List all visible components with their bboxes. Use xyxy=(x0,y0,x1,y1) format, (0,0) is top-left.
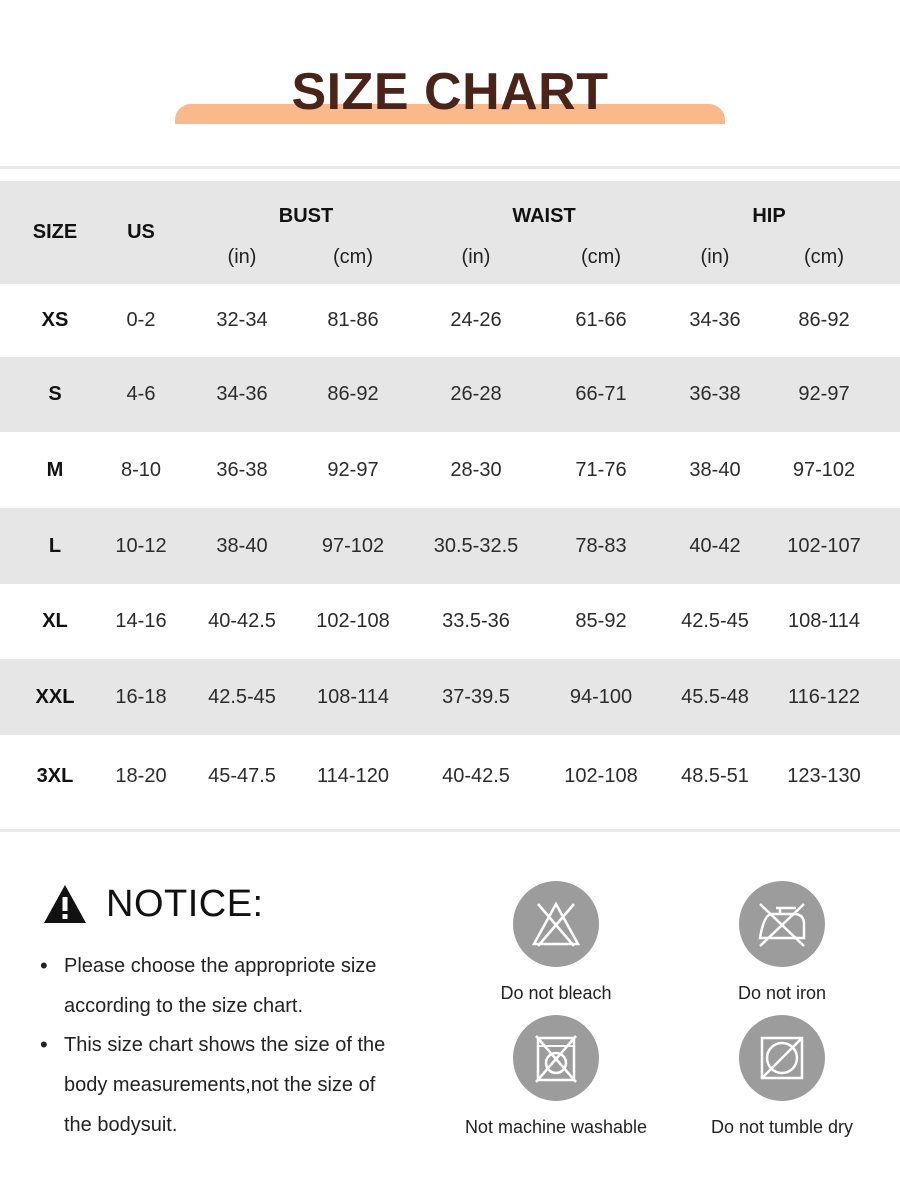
header-us: US xyxy=(127,221,155,243)
table-cell: 66-71 xyxy=(575,383,627,405)
notice-bullet xyxy=(40,946,440,1026)
table-cell: 42.5-45 xyxy=(681,610,749,632)
header-size: SIZE xyxy=(32,221,78,243)
table-cell: 45.5-48 xyxy=(681,685,749,708)
bullet-dot: • xyxy=(40,953,48,978)
notice-line: Please choose the appropriote size xyxy=(64,955,377,977)
table-cell: 34-36 xyxy=(689,309,741,331)
no-machine-wash-icon xyxy=(513,1015,599,1101)
unit-label: (in) xyxy=(461,246,491,268)
unit-label: (cm) xyxy=(804,246,844,268)
table-cell: 28-30 xyxy=(450,458,502,481)
table-cell: 18-20 xyxy=(115,765,167,787)
unit-label: (in) xyxy=(700,246,730,268)
size-label: S xyxy=(48,383,62,405)
table-row xyxy=(0,357,900,432)
table-cell: 94-100 xyxy=(569,685,633,708)
unit-label: (in) xyxy=(227,246,257,268)
table-cell: 37-39.5 xyxy=(442,685,510,708)
table-cell: 108-114 xyxy=(317,685,389,708)
table-cell: 108-114 xyxy=(788,610,860,632)
table-cell: 40-42.5 xyxy=(442,765,510,787)
warning-icon xyxy=(42,883,88,925)
table-cell: 85-92 xyxy=(575,610,627,632)
table-cell: 14-16 xyxy=(115,610,167,632)
table-cell: 33.5-36 xyxy=(442,610,510,632)
care-label: Do not bleach xyxy=(500,983,612,1003)
care-item xyxy=(672,1015,892,1138)
table-row xyxy=(0,508,900,584)
table-cell: 92-97 xyxy=(798,383,850,405)
notice-title: NOTICE: xyxy=(106,882,264,925)
table-cell: 78-83 xyxy=(575,534,627,557)
size-label: L xyxy=(48,534,62,557)
table-cell: 92-97 xyxy=(327,458,379,481)
table-cell: 86-92 xyxy=(327,383,379,405)
care-item xyxy=(672,881,892,1004)
table-cell: 97-102 xyxy=(321,534,385,557)
table-cell: 30.5-32.5 xyxy=(433,534,519,557)
table-cell: 36-38 xyxy=(216,458,268,481)
care-label: Do not iron xyxy=(737,983,827,1003)
header-waist: WAIST xyxy=(512,205,576,227)
table-row xyxy=(0,284,900,357)
table-cell: 81-86 xyxy=(327,309,379,331)
table-cell: 32-34 xyxy=(216,309,268,331)
table-cell: 38-40 xyxy=(216,534,268,557)
table-cell: 45-47.5 xyxy=(208,765,276,787)
table-cell: 34-36 xyxy=(216,383,268,405)
header-bust: BUST xyxy=(278,205,334,227)
table-cell: 0-2 xyxy=(126,309,156,331)
table-row xyxy=(0,432,900,508)
table-cell: 48.5-51 xyxy=(681,765,749,787)
table-row xyxy=(0,735,900,818)
notice-bullet xyxy=(40,1025,440,1145)
care-item xyxy=(446,881,666,1004)
no-bleach-icon xyxy=(513,881,599,967)
page-title: SIZE CHART xyxy=(291,63,609,121)
notice-heading xyxy=(42,880,264,928)
table-cell: 8-10 xyxy=(120,458,162,481)
unit-label: (cm) xyxy=(333,246,373,268)
divider xyxy=(0,829,900,832)
table-cell: 114-120 xyxy=(317,765,389,787)
unit-label: (cm) xyxy=(581,246,621,268)
table-cell: 38-40 xyxy=(689,458,741,481)
header-hip: HIP xyxy=(752,205,786,227)
table-cell: 86-92 xyxy=(798,309,850,331)
care-label: Not machine washable xyxy=(464,1117,648,1137)
notice-line: according to the size chart. xyxy=(64,995,304,1017)
table-cell: 40-42.5 xyxy=(208,610,276,632)
notice-line: body measurements,not the size of xyxy=(64,1074,376,1096)
table-row xyxy=(0,659,900,735)
table-cell: 102-108 xyxy=(316,610,390,632)
size-label: XS xyxy=(41,309,69,331)
table-cell: 16-18 xyxy=(115,685,167,708)
table-row xyxy=(0,584,900,659)
table-cell: 4-6 xyxy=(126,383,156,405)
size-label: M xyxy=(46,458,64,481)
table-cell: 116-122 xyxy=(788,685,860,708)
divider xyxy=(0,166,900,169)
table-cell: 10-12 xyxy=(115,534,167,557)
table-cell: 97-102 xyxy=(792,458,856,481)
table-cell: 42.5-45 xyxy=(208,685,276,708)
table-cell: 61-66 xyxy=(575,309,627,331)
size-label: 3XL xyxy=(36,765,74,787)
table-cell: 26-28 xyxy=(450,383,502,405)
table-cell: 123-130 xyxy=(787,765,861,787)
title-section xyxy=(0,0,900,168)
care-label: Do not tumble dry xyxy=(710,1117,854,1137)
no-tumble-dry-icon xyxy=(739,1015,825,1101)
table-cell: 102-108 xyxy=(564,765,638,787)
size-label: XL xyxy=(42,610,68,632)
table-header xyxy=(0,181,900,284)
size-label: XXL xyxy=(35,685,75,708)
table-cell: 24-26 xyxy=(450,309,502,331)
table-cell: 40-42 xyxy=(689,534,741,557)
notice-line: This size chart shows the size of the xyxy=(64,1034,386,1056)
notice-line: the bodysuit. xyxy=(64,1114,178,1136)
bullet-dot: • xyxy=(40,1032,48,1057)
table-cell: 102-107 xyxy=(787,534,861,557)
table-cell: 71-76 xyxy=(575,458,627,481)
table-cell: 36-38 xyxy=(689,383,741,405)
care-item xyxy=(446,1015,666,1138)
no-iron-icon xyxy=(739,881,825,967)
